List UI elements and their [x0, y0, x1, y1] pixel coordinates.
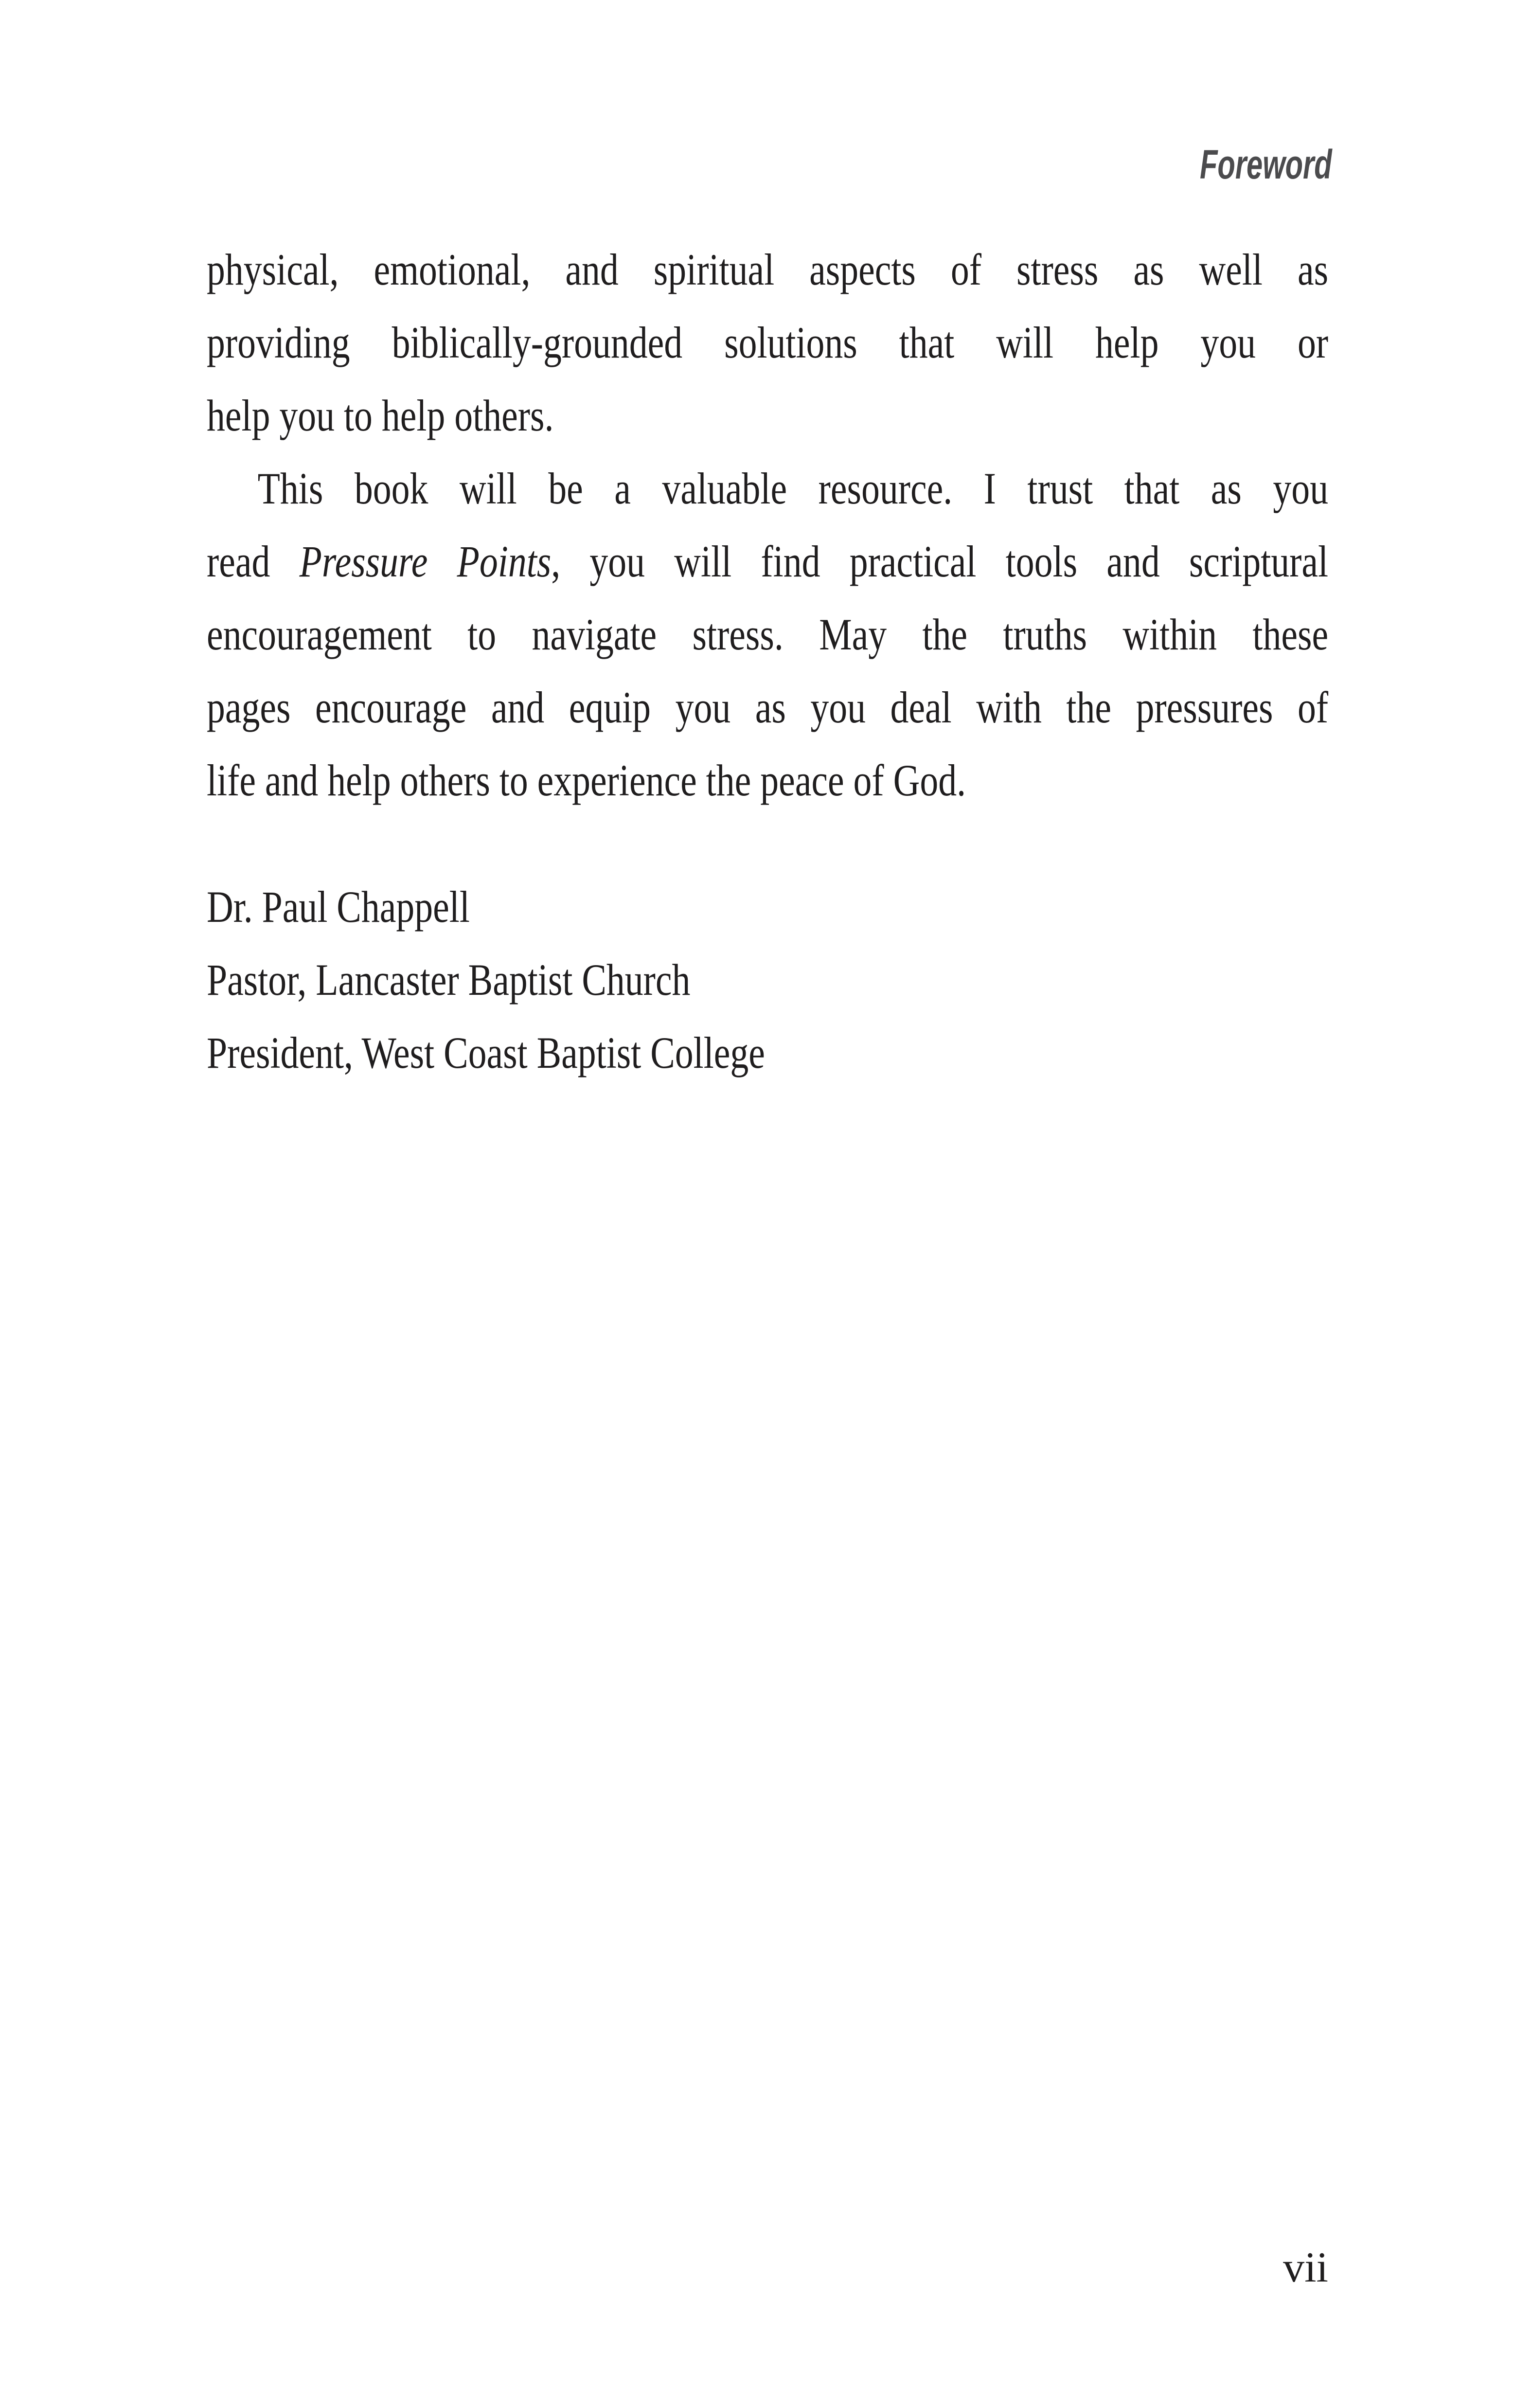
book-title-italic: Pressure Points [299, 537, 552, 586]
paragraph-this-book [207, 452, 1328, 817]
signature-block [207, 870, 1328, 1089]
signature-title-pastor: Pastor, Lancaster Baptist Church [207, 955, 691, 1005]
paragraph-continuation [207, 233, 1328, 452]
signature-name: Dr. Paul Chappell [207, 882, 470, 932]
signature-title-president: President, West Coast Baptist College [207, 1028, 765, 1078]
body-line-segment: read [207, 537, 300, 586]
body-line: help you to help others. [207, 391, 554, 440]
body-line: providing biblically-grounded solutions that will help you or [207, 318, 1329, 367]
body-line: encouragement to navigate stress. May the truths within these [207, 610, 1329, 659]
body-line: physical, emotional, and spiritual aspects of stress as well as [207, 245, 1329, 294]
body-line: pages encourage and equip you as you deal with the pressures of [207, 683, 1329, 732]
body-line: This book will be a valuable resource. I trust that as you [257, 464, 1329, 513]
body-line: life and help others to experience the peace of God. [207, 755, 966, 805]
body-line-segment: , you will find practical tools and scriptural [551, 537, 1329, 586]
page-number-folio: vii [1283, 2244, 1328, 2291]
body-line [207, 525, 1328, 598]
running-head-foreword: Foreword [1200, 142, 1332, 187]
body-text-block [207, 233, 1328, 1089]
